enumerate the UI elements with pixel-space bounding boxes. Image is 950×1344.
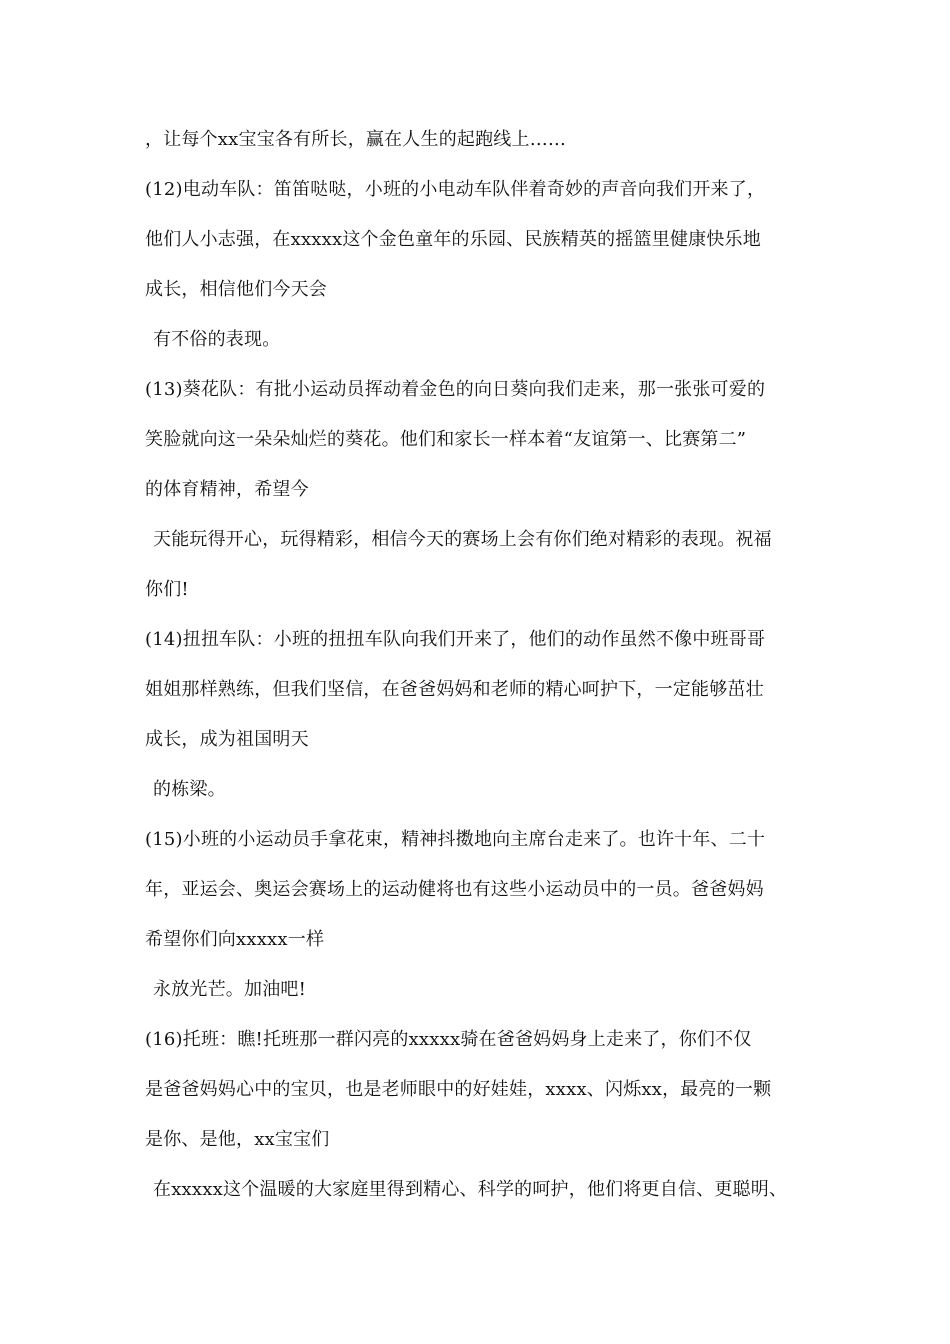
text-line-3: 他们人小志强，在xxxxx这个金色童年的乐园、民族精英的摇篮里健康快乐地	[145, 229, 761, 250]
text-line-9: 天能玩得开心，玩得精彩，相信今天的赛场上会有你们绝对精彩的表现。祝福	[153, 529, 772, 550]
text-line-7: 笑脸就向这一朵朵灿烂的葵花。他们和家长一样本着“友谊第一、比赛第二”	[145, 429, 747, 450]
text-line-22: 在xxxxx这个温暖的大家庭里得到精心、科学的呵护，他们将更自信、更聪明、	[153, 1179, 788, 1200]
text-line-1: ，让每个xx宝宝各有所长，赢在人生的起跑线上……	[145, 129, 567, 150]
text-line-8: 的体育精神，希望今	[145, 479, 309, 500]
text-line-15: (15)小班的小运动员手拿花束，精神抖擞地向主席台走来了。也许十年、二十	[145, 829, 766, 850]
text-line-4: 成长，相信他们今天会	[145, 279, 327, 300]
text-line-10: 你们!	[145, 579, 189, 600]
text-line-16: 年，亚运会、奥运会赛场上的运动健将也有这些小运动员中的一员。爸爸妈妈	[145, 879, 764, 900]
text-line-12: 姐姐那样熟练，但我们坚信，在爸爸妈妈和老师的精心呵护下，一定能够茁壮	[145, 679, 764, 700]
text-line-5: 有不俗的表现。	[153, 329, 281, 350]
text-line-20: 是爸爸妈妈心中的宝贝，也是老师眼中的好娃娃，xxxx、闪烁xx，最亮的一颗	[145, 1079, 772, 1100]
text-line-13: 成长，成为祖国明天	[145, 729, 309, 750]
text-line-21: 是你、是他，xx宝宝们	[145, 1129, 330, 1150]
text-line-14: 的栋梁。	[153, 779, 226, 800]
text-line-6: (13)葵花队：有批小运动员挥动着金色的向日葵向我们走来，那一张张可爱的	[145, 379, 766, 400]
text-line-2: (12)电动车队：笛笛哒哒，小班的小电动车队伴着奇妙的声音向我们开来了，	[145, 179, 766, 200]
text-line-19: (16)托班：瞧!托班那一群闪亮的xxxxx骑在爸爸妈妈身上走来了，你们不仅	[145, 1029, 752, 1050]
text-line-17: 希望你们向xxxxx一样	[145, 929, 325, 950]
text-line-11: (14)扭扭车队：小班的扭扭车队向我们开来了，他们的动作虽然不像中班哥哥	[145, 629, 766, 650]
text-line-18: 永放光芒。加油吧!	[153, 979, 307, 1000]
